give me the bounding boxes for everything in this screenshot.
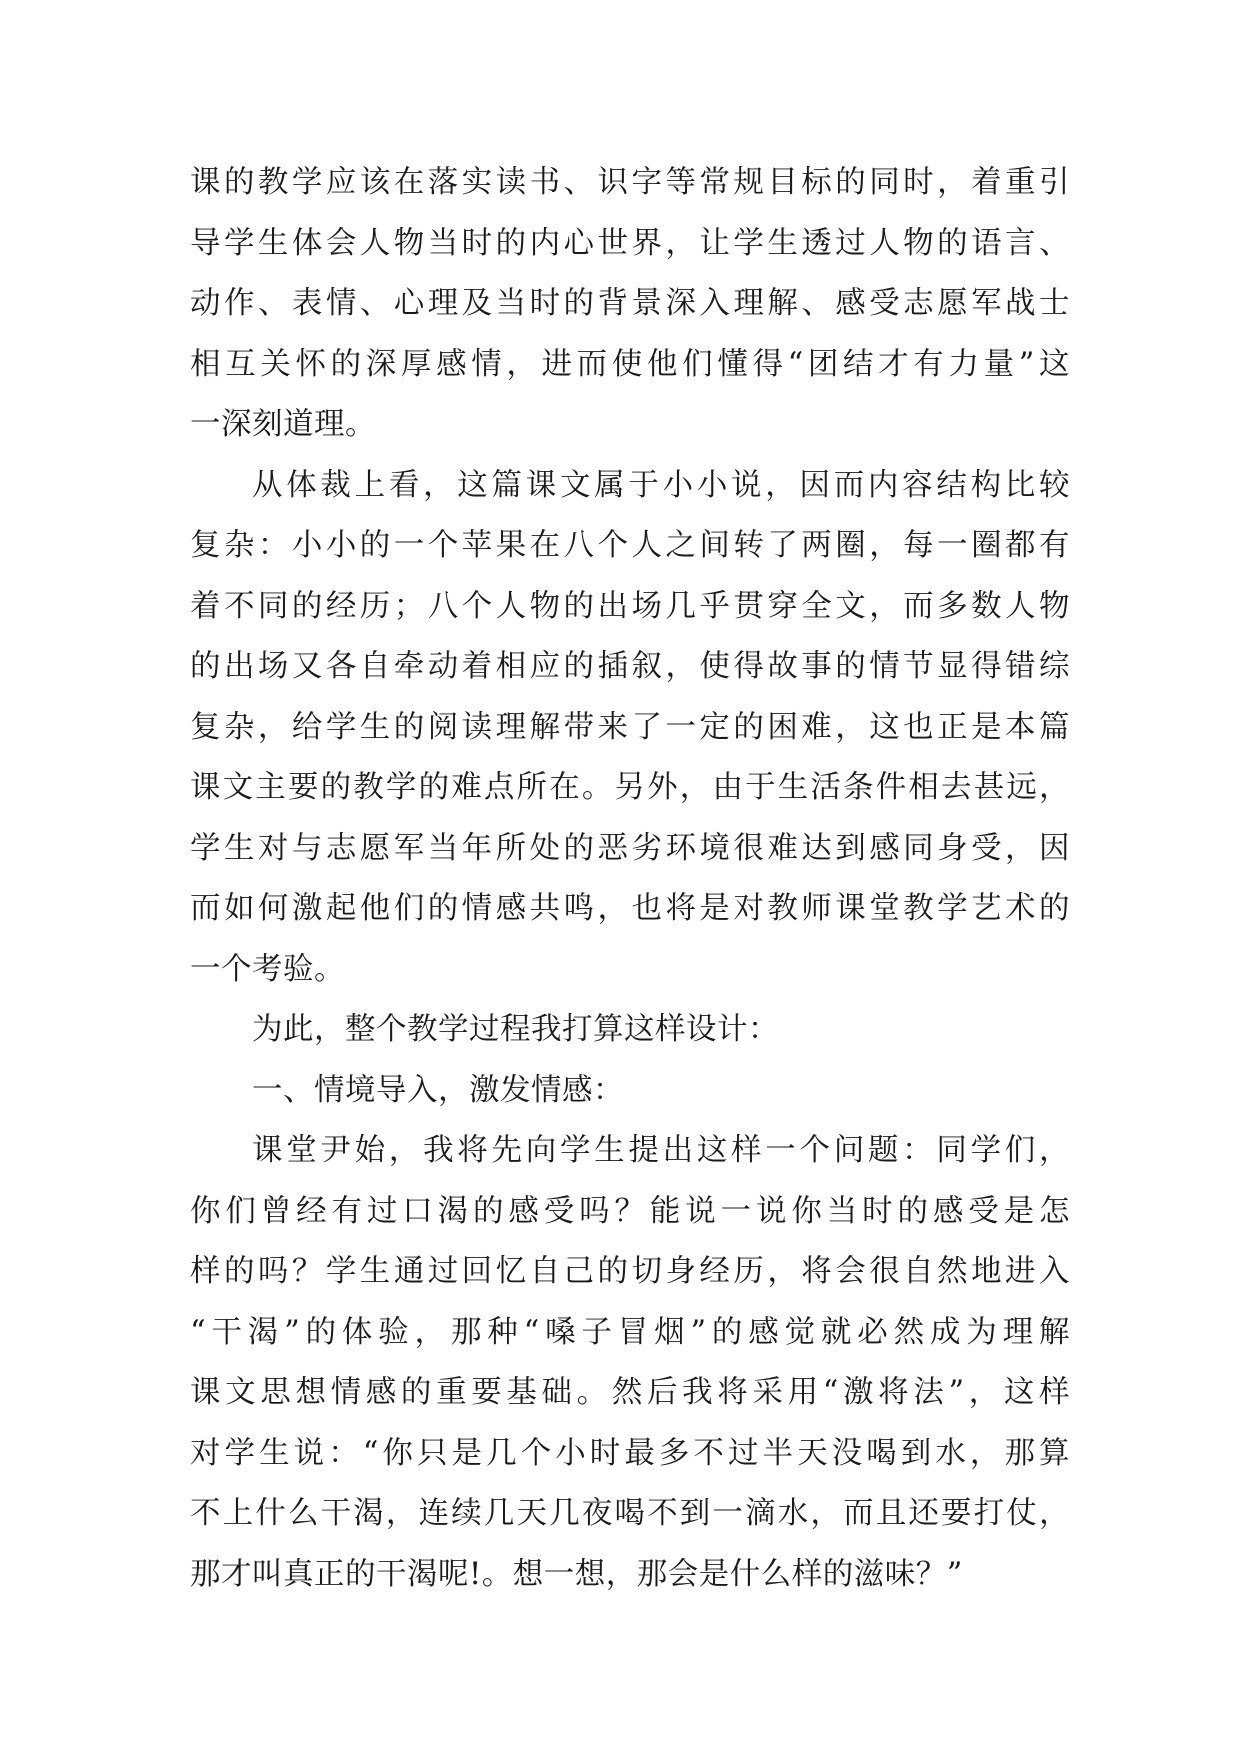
text-line: 导学生体会人物当时的内心世界，让学生透过人物的语言、 xyxy=(190,225,1070,261)
text-line: 为此，整个教学过程我打算这样设计： xyxy=(252,1012,779,1047)
paragraph xyxy=(190,1000,1070,1061)
text-line: 课文主要的教学的难点所在。另外，由于生活条件相去甚远， xyxy=(190,770,1070,805)
paragraph xyxy=(190,1121,1070,1605)
text-line: “干渴”的体验，那种“嗓子冒烟”的感觉就必然成为理解 xyxy=(190,1314,1070,1350)
text-line: 一深刻道理。 xyxy=(190,407,376,442)
text-line: 复杂：小小的一个苹果在八个人之间转了两圈，每一圈都有 xyxy=(190,528,1070,563)
text-line: 你们曾经有过口渴的感受吗？能说一说你当时的感受是怎 xyxy=(190,1193,1070,1229)
text-line: 一个考验。 xyxy=(190,951,345,987)
text-line: 的出场又各自牵动着相应的插叙，使得故事的情节显得错综 xyxy=(190,649,1070,684)
paragraph xyxy=(190,153,1070,456)
text-line: 复杂，给学生的阅读理解带来了一定的困难，这也正是本篇 xyxy=(190,709,1070,745)
text-line: 对学生说：“你只是几个小时最多不过半天没喝到水，那算 xyxy=(190,1435,1070,1471)
paragraph xyxy=(190,1061,1070,1122)
text-line: 课堂尹始，我将先向学生提出这样一个问题：同学们， xyxy=(252,1133,1070,1168)
text-line: 课文思想情感的重要基础。然后我将采用“激将法”，这样 xyxy=(190,1375,1070,1410)
text-line: 一、情境导入，激发情感： xyxy=(252,1072,624,1108)
body-text xyxy=(190,153,1070,1605)
text-line: 从体裁上看，这篇课文属于小小说，因而内容结构比较 xyxy=(252,467,1070,503)
text-line: 相互关怀的深厚感情，进而使他们懂得“团结才有力量”这 xyxy=(190,346,1070,382)
text-line: 样的吗？学生通过回忆自己的切身经历，将会很自然地进入 xyxy=(190,1254,1070,1289)
text-line: 学生对与志愿军当年所处的恶劣环境很难达到感同身受，因 xyxy=(190,830,1070,866)
text-line: 课的教学应该在落实读书、识字等常规目标的同时，着重引 xyxy=(190,165,1070,200)
text-line: 着不同的经历；八个人物的出场几乎贯穿全文，而多数人物 xyxy=(190,588,1070,624)
text-line: 动作、表情、心理及当时的背景深入理解、感受志愿军战士 xyxy=(190,286,1070,321)
paragraph xyxy=(190,456,1070,1001)
text-line: 那才叫真正的干渴呢!。想一想，那会是什么样的滋味？” xyxy=(190,1556,963,1592)
text-line: 不上什么干渴，连续几天几夜喝不到一滴水，而且还要打仗， xyxy=(190,1496,1070,1531)
text-line: 而如何激起他们的情感共鸣，也将是对教师课堂教学艺术的 xyxy=(190,891,1070,926)
